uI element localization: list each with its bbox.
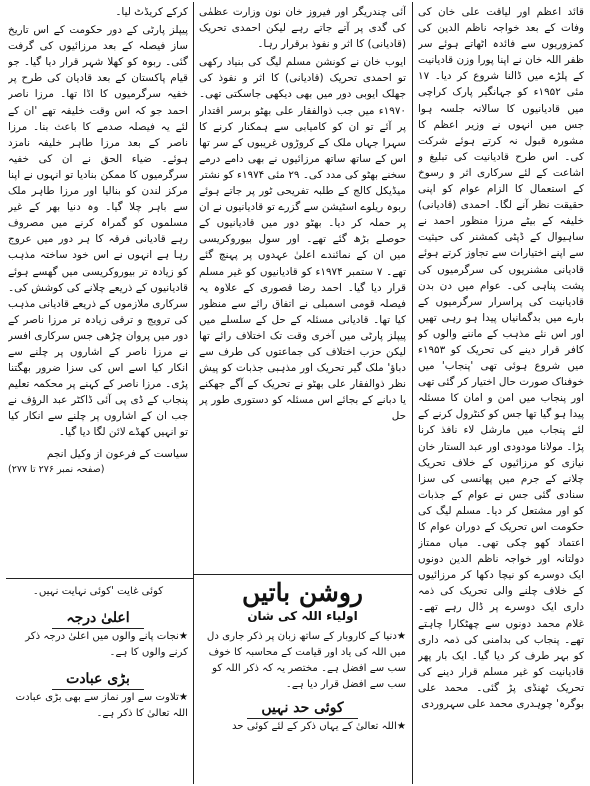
section-text: ★اللہ تعالیٰ کے یہاں ذکر کے لئے کوئی حد bbox=[231, 721, 406, 732]
dhikr-sayings-box bbox=[8, 584, 188, 784]
column-divider-right bbox=[412, 2, 413, 784]
section-heading: اعلیٰ درجہ bbox=[52, 608, 143, 629]
section-divider-left bbox=[6, 578, 193, 579]
source-page-reference: (صفحہ نمبر ۲۷۶ تا ۲۷۷) bbox=[8, 463, 105, 475]
article-paragraph: پیپلز پارٹی کے دور حکومت کے اس تاریخ ساز فیصلہ کے بعد مرزائیوں کی گرفت گئی۔ ربوہ کو کھلا شہر قرار دیا گیا۔ جو قیام پاکستان کے بعد قادیان کی طرح پر خفیہ سرگرمیوں کا اڈا تھا۔ مرزا ناصر احمد جو کہ اس وقت خلیفہ تھے 'ان کے لئے یہ فیصلہ صدمے کا باعث بنا۔ مرزا ناصر کے بعد مرزا طاہر خلیفہ نامزد ہوئے۔ ضیاء الحق نے ان کی خفیہ سرگرمیوں کا ممکن بنادیا تو انہوں نے اپنا مرکز لندن کو بنالیا اور مرزا طاہر ملک سے باہر چلا گیا۔ وہ دنیا بھر کے غیر مسلموں کو گمراہ کرنے میں مصروف رہے قادیانی فرقہ کا ہر دور میں عروج رہا ہے انہوں نے اس خود ساختہ مذہب کو زیادہ تر بیوروکریسی میں گھسے ہوئے قادیانیوں کے ذریعے چلانے کی کوشش کی۔ سرکاری ملازموں کے ذریعے قادیانی مذہب کی ترویج و ترقی زیادہ تر مرزا ناصر کے دور میں پروان چڑھی جس سرکاری افسر نے مرزا ناصر کے اشاروں پر چلنے سے انکار کیا اسے اس کی سزا ضرور بھگتنا پڑی۔ مرزا ناصر کے کہنے پر محکمہ تعلیم پنجاب کے ڈی پی آئی ڈاکٹر عبد الرؤف نے جب ان کے اشاروں پر چلنے سے انکار کیا تو انہیں کھڈے لائن لگا دیا گیا۔ bbox=[8, 24, 188, 439]
section-text: ★نجات پانے والوں میں اعلیٰ درجہ ذکر کرنے والوں کا ہے۔ bbox=[25, 631, 188, 658]
article-paragraph: کرکے کریڈٹ لیا۔ bbox=[115, 6, 188, 18]
roshan-batein-subtitle: اولیاء اللہ کی شان bbox=[247, 609, 358, 623]
section-no-limit bbox=[199, 697, 406, 735]
column-divider-left bbox=[193, 2, 194, 784]
section-divider-middle bbox=[193, 574, 412, 575]
section-text: کوئی غایت 'کوئی نہایت نہیں۔ bbox=[32, 586, 164, 597]
article-column-left bbox=[8, 4, 188, 578]
section-heading: کوئی حد نہیں bbox=[247, 698, 357, 719]
section-highest-rank bbox=[8, 607, 188, 661]
article-column-middle bbox=[199, 4, 406, 572]
article-paragraph: آئی چندریگر اور فیروز خان نون وزارت عظمٰی کی گدی پر آتے جاتے رہے لیکن احمدی تحریک (قادیانی) کا اثر و نفوذ برقرار رہا۔ bbox=[199, 6, 406, 51]
section-great-worship bbox=[8, 668, 188, 722]
source-citation bbox=[8, 447, 188, 477]
roshan-batein-box bbox=[199, 578, 406, 784]
article-column-right bbox=[418, 4, 584, 784]
roshan-batein-text: ★دنیا کے کاروبار کے ساتھ زبان پر ذکر جاری دل میں اللہ کی یاد اور قیامت کے محاسبہ کا خوف سب سے افضل ہے۔ مختصر یہ کہ ذکر اللہ کو سب سے افضل قرار دیا ہے۔ bbox=[206, 631, 406, 690]
source-title: سیاست کے فرعون از وکیل انجم bbox=[46, 447, 188, 460]
article-paragraph: قائد اعظم اور لیاقت علی خان کی وفات کے بعد خواجہ ناظم الدین کی کمزوریوں سے فائدہ اٹھاتے ہوئے سر ظفر اللہ خان نے اپنا پورا وزن قادیانیت کے پلڑے میں ڈالنا شروع کر دیا۔ ۱۷ مئی ۱۹۵۲ء کو جہانگیر پارک کراچی میں قادیانیوں کا سالانہ جلسہ ہوا جس میں انہوں نے وزیر اعظم کا مشورہ قبول نہ کرتے ہوئے شرکت کی۔ اس طرح قادیانیت کی تبلیغ و اشاعت کے لئے سرکاری اثر و رسوخ کے استعمال کا الزام عوام کو اپنی حقیقت نظر آنے لگا۔ احمدی (قادیانی) خلیفہ کے بیٹے مرزا منظور احمد نے ساہیوال کے ڈپٹی کمشنر کی حیثیت سے اپنے اختیارات سے تجاوز کرتے ہوئے قادیانی مشنریوں کی سرگرمیوں کی پشت پناہی کی۔ عوام میں دن بدن قادیانیت کی پراسرار سرگرمیوں کے بارے میں بدگمانیاں پیدا ہو رہی تھیں اور اس نئے مذہب کے ماننے والوں کو کافر قرار دینے کی تحریک کو ۱۹۵۳ء میں شروع ہوئی تھی 'پنجاب' میں خوفناک صورت حال اختیار کر گئی تھی اور پنجاب میں امن و امان کا مسئلہ پیدا ہو گیا تھا جس کو کنٹرول کرنے کے لئے پنجاب میں مارشل لاء نافذ کرنا پڑا۔ مولانا مودودی اور عبد الستار خان نیازی کو مرزائیوں کے خلاف تحریک چلانے کے جرم میں پھانسی کی سزا سنادی گئی جس نے عوام کے جذبات کو اور مشتعل کر دیا۔ مسلم لیگ کی حکومت اس تحریک کے دوران عوام کا اعتماد کھو چکی تھی۔ میاں ممتاز دولتانہ اور خواجہ ناظم الدین دونوں ایک دوسرے کو نیچا دکھا کر مرزائیوں کے خلاف چلنے والی تحریک کی ذمہ داری ایک دوسرے پر ڈال رہے تھے۔ غلام محمد دونوں سے چھٹکارا چاہتے تھے۔ پنجاب کی بدامنی کی ذمہ داری کو بہر طرف کر دیا گیا۔ ایک بار پھر قادیانیت کو غیر مسلم قرار دینے کی تحریک ٹھنڈی پڑ گئی۔ محمد علی بوگرہ' چوہدری محمد علی سہروردی bbox=[418, 6, 584, 711]
roshan-batein-title: روشن باتیں bbox=[242, 578, 363, 607]
section-continuation bbox=[8, 584, 188, 600]
section-text: ★تلاوت سے اور نماز سے بھی بڑی عبادت اللہ تعالیٰ کا ذکر ہے۔ bbox=[15, 692, 188, 719]
article-paragraph: ایوب خان نے کونشن مسلم لیگ کی بنیاد رکھی تو احمدی تحریک (قادیانی) کا اثر و نفوذ کی جھلک ایوبی دور میں بھی دیکھی جاسکتی تھی۔ ۱۹۷۰ء میں جب ذوالفقار علی بھٹو برسر اقتدار پر آئے تو ان کو کامیابی سے ہمکنار کرنے کا سہرا جہاں ملک کے کروڑوں غریبوں کے سر تھا اس کے ساتھ ساتھ مرزائیوں نے بھی دامے درمے سخنے بھٹو کی مدد کی۔ ۲۹ مئی ۱۹۷۴ء کو نشتر میڈیکل کالج کے طلبہ تفریحی ٹور پر جاتے ہوئے ربوہ ریلوے اسٹیشن سے گزرے تو قادیانیوں نے ان پر حملہ کر دیا۔ بھٹو دور میں قادیانیوں کے حوصلے بڑھ گئے تھے۔ اور سول بیوروکریسی میں ان کے نمائندے اعلیٰ عہدوں پر پہنچ گئے تھے۔ ۷ ستمبر ۱۹۷۴ء کو قادیانیوں کو غیر مسلم قرار دیا گیا۔ احمد رضا قصوری کے علاوہ یہ فیصلہ قومی اسمبلی نے اتفاق رائے سے منظور کیا تھا۔ قادیانی مسئلہ کے حل کے سلسلے میں پیپلز پارٹی میں آخری وقت تک اختلاف رائے تھا لیکن حزب اختلاف کی جماعتوں کی طرف سے دباؤ' ملک گیر تحریک اور مذہبی جذبات کو پیش نظر ذوالفقار علی بھٹو نے تحریک کے آگے جھکنے یا دبانے کے بجائے اس مسئلہ کو دستوری طور پر حل bbox=[199, 56, 406, 423]
section-heading: بڑی عبادت bbox=[52, 669, 144, 690]
